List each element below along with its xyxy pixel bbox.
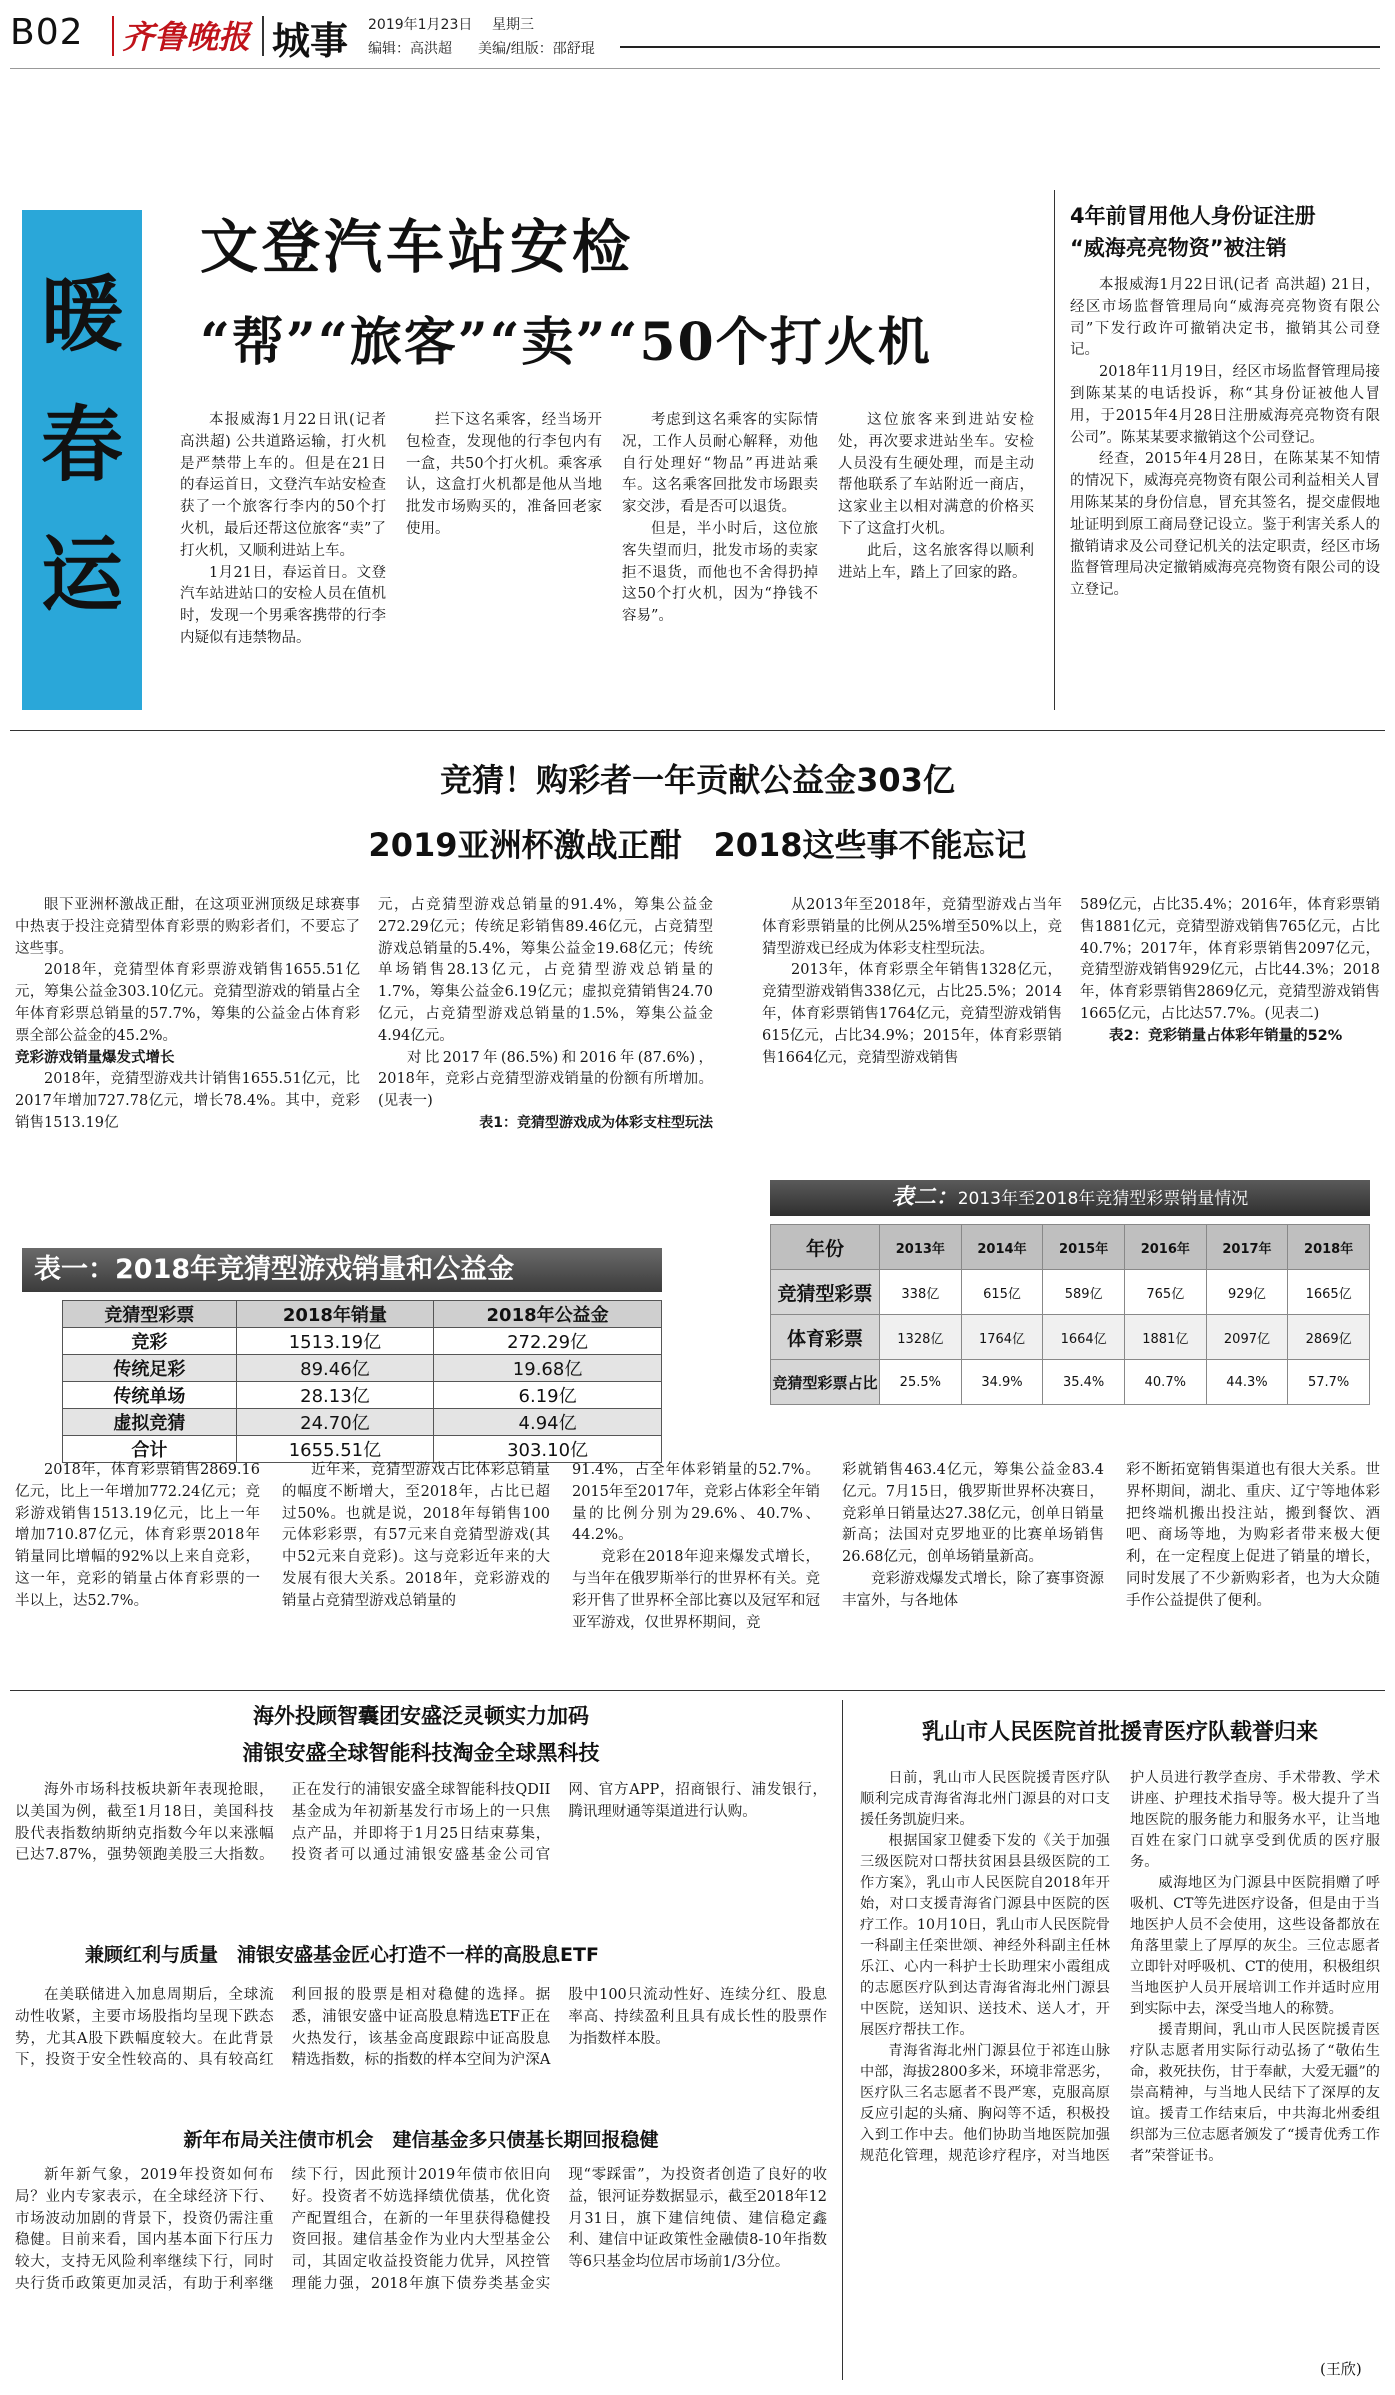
story3-para: 竞彩游戏爆发式增长，除了赛事资源丰富外，与各地体	[842, 1570, 1104, 1609]
banner-char-3: 运	[40, 527, 123, 623]
section-name: 城事	[272, 18, 349, 63]
story3-headline: 竞猜！购彩者一年贡献公益金303亿	[440, 761, 955, 799]
story5-headline: 乳山市人民医院首批援青医疗队载誉归来	[921, 1720, 1318, 1745]
table2-cell: 589亿	[1043, 1270, 1125, 1315]
banner-char-1: 暖	[40, 267, 123, 363]
table1-grid	[62, 1300, 662, 1463]
table1-cell: 89.46亿	[236, 1355, 433, 1382]
story4-subhead-3: 新年布局关注债市机会 建信基金多只债基长期回报稳健	[183, 2129, 659, 2151]
story3-col2	[378, 895, 713, 1135]
table2-header: 2014年	[961, 1225, 1043, 1270]
story1-headline: 文登汽车站安检	[200, 213, 635, 281]
story3-lower-col3	[572, 1460, 820, 1634]
table2-cell: 40.7%	[1124, 1360, 1206, 1405]
story3-para: 对比2017年(86.5%)和2016年(87.6%)，2018年，竞彩占竞猜型游戏销量的份额有所增加。(见表一)	[378, 1049, 713, 1110]
table1-cell: 6.19亿	[434, 1382, 662, 1409]
story1-subheadline: “帮”“旅客”“卖”“50个打火机	[200, 312, 932, 373]
story4-subhead-2: 兼顾红利与质量 浦银安盛基金匠心打造不一样的高股息ETF	[85, 1944, 599, 1966]
section-rule	[10, 730, 1385, 731]
table2-header: 年份	[771, 1225, 880, 1270]
table1-header: 2018年销量	[236, 1301, 433, 1328]
table2-caption: 表2：竞彩销量占体彩年销量的52%	[1109, 1027, 1343, 1044]
table1-cell: 虚拟竞猜	[63, 1409, 237, 1436]
story1-para: 1月21日，春运首日。文登汽车站进站口的安检人员在值机时，发现一个男乘客携带的行李内疑似有违禁物品。	[180, 564, 386, 646]
table2-header: 2015年	[1043, 1225, 1125, 1270]
page-code: B02	[10, 12, 84, 53]
table-row	[63, 1328, 662, 1355]
story4-body-3	[15, 2165, 827, 2385]
story4-subheadline: 浦银安盛全球智能科技淘金全球黑科技	[242, 1741, 600, 1765]
story3-lower-col2	[282, 1460, 550, 1613]
column-rule	[1054, 190, 1055, 710]
story3-para: 2018年，竞猜型游戏共计销售1655.51亿元，比2017年增加727.78亿元，增长78.4%。其中，竞彩销售1513.19亿	[15, 1071, 360, 1131]
story2-para: 本报威海1月22日讯(记者 高洪超) 21日，经区市场监督管理局向“威海亮亮物资有限公司”下发行政许可撤销决定书，撤销其公司登记。	[1070, 277, 1380, 359]
story5-para: 日前，乳山市人民医院援青医疗队顺利完成青海省海北州门源县的对口支援任务凯旋归来。	[860, 1770, 1110, 1828]
story3-subheadline: 2019亚洲杯激战正酣 2018这些事不能忘记	[368, 826, 1027, 864]
table1-cell: 合计	[63, 1436, 237, 1463]
story1-para: 考虑到这名乘客的实际情况，工作人员耐心解释，劝他自行处理好“物品”再进站乘车。这名乘客回批发市场跟卖家交涉，看是否可以退货。	[622, 412, 818, 516]
table2-cell: 2869亿	[1288, 1315, 1370, 1360]
story1-col4	[838, 410, 1034, 584]
table2-title-prefix: 表二：	[891, 1185, 958, 1210]
table-row	[63, 1382, 662, 1409]
story2-headline: 4年前冒用他人身份证注册	[1070, 204, 1316, 228]
table2-cell: 1665亿	[1288, 1270, 1370, 1315]
story5-body	[860, 1768, 1380, 2353]
story3-para: 彩不断拓宽销售渠道也有很大关系。世界杯期间，湖北、重庆、辽宁等地体彩把终端机搬出投注站，搬到餐饮、酒吧、商场等地，为购彩者带来极大便利，在一定程度上促进了销量的增长，同时发展了不少新购彩者，也为大众随手作公益提供了便利。	[1126, 1462, 1380, 1609]
table-row	[63, 1436, 662, 1463]
table2-cell: 765亿	[1124, 1270, 1206, 1315]
story5-para: 援青期间，乳山市人民医院援青医疗队志愿者用实际行动弘扬了“敬佑生命，救死扶伤，甘于奉献，大爱无疆”的崇高精神，与当地人民结下了深厚的友谊。援青工作结束后，中共海北州委组织部为三位志愿者颁发了“援青优秀工作者”荣誉证书。	[1130, 2022, 1380, 2164]
story1-para: 这位旅客来到进站安检处，再次要求进站坐车。安检人员没有生硬处理，而是主动帮他联系了车站附近一商店，这家业主以相对满意的价格买下了这盒打火机。	[838, 412, 1034, 537]
story3-para: 元，占竞猜型游戏总销量的91.4%，筹集公益金272.29亿元；传统足彩销售89.46亿元，占竞猜型游戏总销量的5.4%，筹集公益金19.68亿元；传统单场销售28.13亿元，占竞猜型游戏总销量的1.7%，筹集公益金6.19亿元；虚拟竞猜销售24.70亿元，占竞猜型游戏总销量的1.5%，筹集公益金4.94亿元。	[378, 897, 713, 1044]
story3-para: 从2013年至2018年，竞猜型游戏占当年体育彩票销量的比例从25%增至50%以上，竞猜型游戏已经成为体彩支柱型玩法。	[762, 897, 1062, 957]
table1-cell: 传统单场	[63, 1382, 237, 1409]
table2-cell: 1764亿	[961, 1315, 1043, 1360]
masthead-divider-2	[262, 16, 264, 56]
table1-caption: 表1：竞猜型游戏成为体彩支柱型玩法	[479, 1114, 713, 1131]
table1-cell: 19.68亿	[434, 1355, 662, 1382]
story4-body-2	[15, 1985, 827, 2120]
table2-grid	[770, 1224, 1370, 1405]
story5-byline: (王欣)	[1320, 2360, 1362, 2378]
table2-cell: 2097亿	[1206, 1315, 1288, 1360]
story3-para: 竞彩在2018年迎来爆发式增长，与当年在俄罗斯举行的世界杯有关。竞彩开售了世界杯全部比赛以及冠军和冠亚军游戏，仅世界杯期间，竞	[572, 1549, 820, 1631]
table1-cell: 28.13亿	[236, 1382, 433, 1409]
section-rule	[10, 1690, 1385, 1691]
story1-para: 此后，这名旅客得以顺利进站上车，踏上了回家的路。	[838, 542, 1034, 581]
table2-cell: 竞猜型彩票占比	[771, 1360, 880, 1405]
story4-para: 在美联储进入加息周期后，全球流动性收紧，主要市场股指均呈现下跌态势，尤其A股下跌幅度较大。在此背景下，投资于安全性较高的、具有较高红利回报的股票是相对稳健的选择。据悉，浦银安盛中证高股息精选ETF正在火热发行，该基金高度跟踪中证高股息精选指数，标的指数的样本空间为沪深A股中100只流动性好、连续分红、股息率高、持续盈利且具有成长性的股票作为指数样本股。	[15, 1987, 827, 2069]
table2-title	[770, 1180, 1370, 1216]
story4-para: 海外市场科技板块新年表现抢眼，以美国为例，截至1月18日，美国科技股代表指数纳斯纳克指数今年以来涨幅已达7.87%，强势领跑美股三大指数。正在发行的浦银安盛全球智能科技QDII基金成为年初新基发行市场上的一只焦点产品，并即将于1月25日结束募集，投资者可以通过浦银安盛基金公司官网、官方APP，招商银行、浦发银行，腾讯理财通等渠道进行认购。	[15, 1782, 827, 1864]
table2-cell: 体育彩票	[771, 1315, 880, 1360]
story5-para: 根据国家卫健委下发的《关于加强三级医院对口帮扶贫困县县级医院的工作方案》，乳山市人民医院自2018年开始，对口支援青海省门源县中医院的医疗工作。10月10日，乳山市人民医院骨一科副主任栾世颂、神经外科副主任林乐江、心内一科护士长助理宋小霞组成的志愿医疗队到达青海省海北州门源县中医院，送知识、送技术、送人才，开展医疗帮扶工作。	[860, 1833, 1110, 2038]
table2-cell: 615亿	[961, 1270, 1043, 1315]
table1-cell: 4.94亿	[434, 1409, 662, 1436]
table2-header: 2017年	[1206, 1225, 1288, 1270]
table1-cell: 1513.19亿	[236, 1328, 433, 1355]
table-row	[63, 1355, 662, 1382]
table1-header: 2018年公益金	[434, 1301, 662, 1328]
story3-lower-col1	[15, 1460, 260, 1613]
masthead-rule	[620, 46, 1380, 48]
table2-header: 2013年	[880, 1225, 962, 1270]
table2-cell: 57.7%	[1288, 1360, 1370, 1405]
table1-cell: 1655.51亿	[236, 1436, 433, 1463]
table1-title: 表一：2018年竞猜型游戏销量和公益金	[22, 1248, 662, 1292]
table1-cell: 传统足彩	[63, 1355, 237, 1382]
story1-col3	[622, 410, 818, 628]
story1-para: 但是，半小时后，这位旅客失望而归，批发市场的卖家拒不退货，而他也不舍得扔掉这50个打火机，因为“挣钱不容易”。	[622, 520, 818, 625]
designer-credit: 美编/组版：邵舒琨	[478, 41, 595, 57]
table-row	[63, 1409, 662, 1436]
table2-cell: 338亿	[880, 1270, 962, 1315]
table2-cell: 1664亿	[1043, 1315, 1125, 1360]
story3-para: 91.4%，占全年体彩销量的52.7%。2015年至2017年，竞彩占体彩全年销量的比例分别为29.6%、40.7%、44.2%。	[572, 1462, 820, 1544]
issue-weekday: 星期三	[492, 17, 534, 33]
table2-title-text: 2013年至2018年竞猜型彩票销量情况	[957, 1189, 1249, 1209]
table2-cell: 34.9%	[961, 1360, 1043, 1405]
table2-cell: 929亿	[1206, 1270, 1288, 1315]
story3-lower-col4	[842, 1460, 1104, 1613]
story2-subheadline: “威海亮亮物资”被注销	[1070, 236, 1287, 260]
story1-para: 拦下这名乘客，经当场开包检查，发现他的行李包内有一盒，共50个打火机。乘客承认，这盒打火机都是他从当地批发市场购买的，准备回老家使用。	[406, 412, 602, 537]
table1-cell: 272.29亿	[434, 1328, 662, 1355]
story1-col2	[406, 410, 602, 541]
table2	[770, 1180, 1370, 1425]
story4-body-1	[15, 1780, 827, 1935]
table2-cell: 1328亿	[880, 1315, 962, 1360]
table1-cell: 竞彩	[63, 1328, 237, 1355]
table2-cell: 1881亿	[1124, 1315, 1206, 1360]
story4-headline: 海外投顾智囊团安盛泛灵顿实力加码	[253, 1704, 589, 1728]
story3-para: 2018年，体育彩票销售2869.16亿元，比上一年增加772.24亿元；竞彩游戏销售1513.19亿元，比上一年增加710.87亿元，体育彩票2018年销量同比增幅的92%以上来自竞彩，这一年，竞彩的销量占体育彩票的一半以上，达52.7%。	[15, 1462, 260, 1609]
banner-char-2: 春	[40, 397, 123, 493]
table2-header: 2018年	[1288, 1225, 1370, 1270]
story3-col1	[15, 895, 360, 1135]
table2-cell: 竞猜型彩票	[771, 1270, 880, 1315]
story3-para: 2013年，体育彩票全年销售1328亿元，竞猜型游戏销售338亿元，占比25.5%；2014年，体育彩票销售1764亿元，竞猜型游戏销售615亿元，占比34.9%；2015年，体育彩票销售1664亿元，竞猜型游戏销售	[762, 962, 1062, 1066]
story3-col3	[762, 895, 1062, 1069]
table1-cell: 24.70亿	[236, 1409, 433, 1436]
table2-cell: 44.3%	[1206, 1360, 1288, 1405]
story2-para: 2018年11月19日，经区市场监督管理局接到陈某某的电话投诉，称“其身份证被他人冒用，于2015年4月28日注册威海亮亮物资有限公司”。陈某某要求撤销这个公司登记。	[1070, 364, 1380, 446]
issue-date: 2019年1月23日	[368, 17, 473, 33]
story3-subhead: 竞彩游戏销量爆发式增长	[15, 1049, 175, 1066]
column-rule	[842, 1700, 843, 2380]
story2-para: 经查，2015年4月28日，在陈某某不知情的情况下，威海亮亮物资有限公司利益相关人冒用陈某某的身份信息，冒充其签名，提交虚假地址证明到原工商局登记设立。鉴于利害关系人的撤销请求及公司登记机关的法定职责，经区市场监督管理局决定撤销威海亮亮物资有限公司的设立登记。	[1070, 451, 1380, 599]
story3-lower-col5	[1126, 1460, 1380, 1613]
story5-para: 威海地区为门源县中医院捐赠了呼吸机、CT等先进医疗设备，但是由于当地医护人员不会使用，这些设备都放在角落里蒙上了厚厚的灰尘。三位志愿者立即针对呼吸机、CT的使用，积极组织当地医护人员开展培训工作并适时应用到实际中去，深受当地人的称赞。	[1130, 1875, 1380, 2017]
story3-para: 近年来，竞猜型游戏占比体彩总销量的幅度不断增大，至2018年，占比已超过50%。也就是说，2018年每销售100元体彩彩票，有57元来自竞猜型游戏(其中52元来自竞彩)。这与竞彩近年来的大发展有很大关系。2018年，竞彩游戏的销量占竞猜型游戏总销量的	[282, 1462, 550, 1609]
story1-col1	[180, 410, 386, 650]
table1-cell: 303.10亿	[434, 1436, 662, 1463]
table1-header: 竞猜型彩票	[63, 1301, 237, 1328]
masthead-divider	[112, 16, 114, 56]
paper-name-logo: 齐鲁晚报	[122, 18, 251, 56]
editor-credit: 编辑：高洪超	[368, 41, 452, 57]
masthead-rule-bottom	[10, 68, 1380, 69]
story1-para: 本报威海1月22日讯(记者 高洪超) 公共道路运输，打火机是严禁带上车的。但是在21日的春运首日，文登汽车站安检查获了一个旅客行李内的50个打火机，最后还帮这位旅客“卖”了打火机，又顺利进站上车。	[180, 412, 386, 559]
story3-para: 彩就销售463.4亿元，筹集公益金83.4亿元。7月15日，俄罗斯世界杯决赛日，竞彩单日销量达27.38亿元，创单日销量新高；法国对克罗地亚的比赛单场销售26.68亿元，创单场销量新高。	[842, 1462, 1104, 1566]
table2-cell: 25.5%	[880, 1360, 962, 1405]
table2-cell: 35.4%	[1043, 1360, 1125, 1405]
story3-para: 眼下亚洲杯激战正酣，在这项亚洲顶级足球赛事中热衷于投注竞猜型体育彩票的购彩者们，不要忘了这些事。	[15, 897, 360, 957]
table-row	[771, 1315, 1370, 1360]
spring-travel-banner	[22, 210, 142, 710]
story4-para: 新年新气象，2019年投资如何布局？业内专家表示，在全球经济下行、市场波动加剧的背景下，投资仍需注重稳健。目前来看，国内基本面下行压力较大，支持无风险利率继续下行，同时央行货币政策更加灵活，有助于利率继续下行，因此预计2019年债市依旧向好。投资者不妨选择绩优债基，优化资产配置组合，在新的一年里获得稳健投资回报。建信基金作为业内大型基金公司，其固定收益投资能力优异，风控管理能力强，2018年旗下债券类基金实现“零踩雷”，为投资者创造了良好的收益，银河证券数据显示，截至2018年12月31日，旗下建信纯债、建信稳定鑫利、建信中证政策性金融债8-10年指数等6只基金均位居市场前1/3分位。	[15, 2167, 827, 2292]
table-row	[771, 1270, 1370, 1315]
story5-para: 青海省海北州门源县位于祁连山脉中部，海拔2800多米，环境非常恶劣，医疗队三名志愿者不畏严寒，克服高原反应引起的头痛、胸闷等不适，积极投入到工作中去。他们协助当地医院加强规范化管理，规范诊疗程序，对当地医护人员进行教学查房、手术带教、学术讲座、护理技术指导等。极大提升了当地医院的服务能力和服务水平，让当地百姓在家门口就享受到优质的医疗服务。	[860, 1770, 1380, 2164]
table2-header: 2016年	[1124, 1225, 1206, 1270]
story2-body	[1070, 275, 1380, 602]
table-row	[771, 1360, 1370, 1405]
story3-para: 2018年，竞猜型体育彩票游戏销售1655.51亿元，筹集公益金303.10亿元。竞猜型游戏的销量占全年体育彩票总销量的57.7%，筹集的公益金占体育彩票全部公益金的45.2%。	[15, 962, 360, 1044]
table1	[22, 1248, 662, 1461]
story3-col4	[1080, 895, 1380, 1048]
story3-para: 589亿元，占比35.4%；2016年，体育彩票销售1881亿元，竞猜型游戏销售765亿元，占比40.7%；2017年，体育彩票销售2097亿元，竞猜型游戏销售929亿元，占比44.3%；2018年，体育彩票销售2869亿元，竞猜型游戏销售1665亿元，占比达57.7%。(见表二)	[1080, 897, 1380, 1022]
